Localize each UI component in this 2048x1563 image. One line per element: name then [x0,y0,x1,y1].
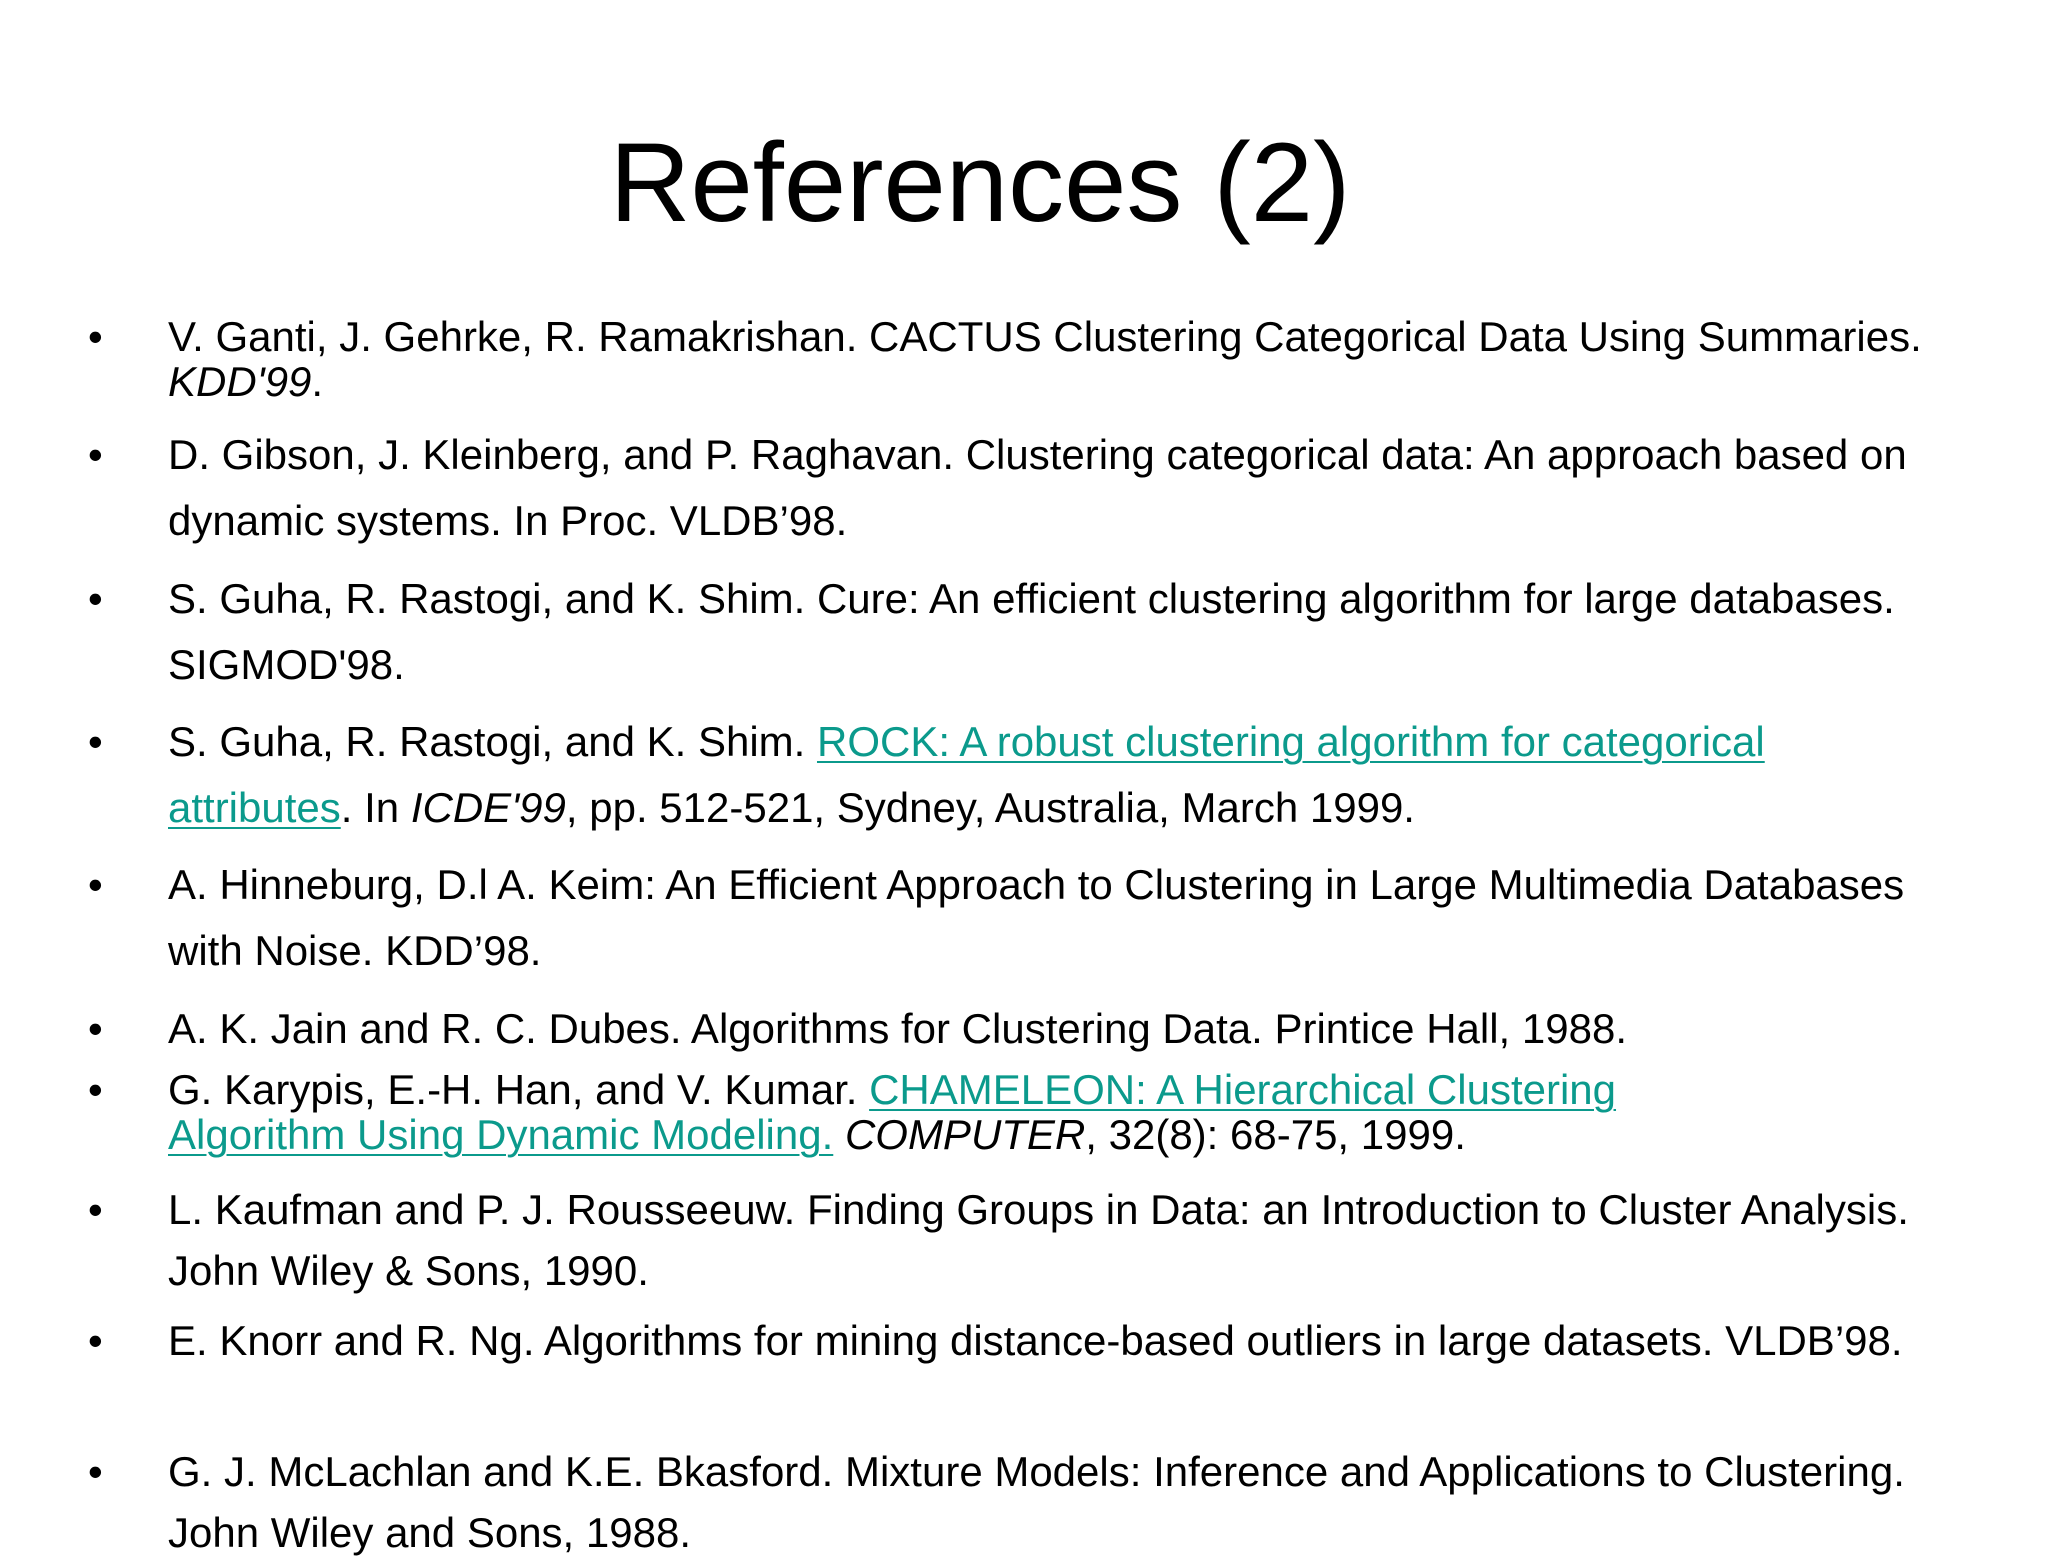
bullet: • [88,1005,103,1052]
bullet: • [88,1448,103,1495]
reference-text: D. Gibson, J. Kleinberg, and P. Raghavan. Clustering categorical data: An approach based on dynamic systems. In Proc. VLDB’98. [168,431,1907,544]
chameleon-paper-link[interactable]: CHAMELEON: A Hierarchical Clustering Algorithm Using Dynamic Modeling. [168,1066,1617,1158]
reference-text: A. K. Jain and R. C. Dubes. Algorithms for Clustering Data. Printice Hall, 1988. [168,1005,1627,1052]
bullet: • [88,431,103,478]
bullet: • [88,718,103,765]
reference-text: A. Hinneburg, D.l A. Keim: An Efficient Approach to Clustering in Large Multimedia Databases with Noise. KDD’98. [168,861,1905,974]
rock-paper-link[interactable]: ROCK: A robust clustering algorithm for categorical attributes [168,718,1765,831]
venue: COMPUTER [844,1111,1086,1158]
reference-text: L. Kaufman and P. J. Rousseeuw. Finding Groups in Data: an Introduction to Cluster Analysis. John Wiley & Sons, 1990. [168,1186,1909,1294]
reference-text: V. Ganti, J. Gehrke, R. Ramakrishan. CACTUS Clustering Categorical Data Using Summaries. KDD'99. [168,313,1922,405]
slide-title: References (2) [609,120,1351,245]
bullet: • [88,1066,103,1113]
bullet: • [88,1186,103,1233]
reference-text: G. Karypis, E.-H. Han, and V. Kumar. CHAMELEON: A Hierarchical Clustering Algorithm Using Dynamic Modeling. COMPUTER, 32(8): 68-75, 1999. [168,1066,1617,1158]
venue: ICDE'99 [410,784,566,831]
bullet: • [88,1317,103,1364]
bullet: • [88,313,103,360]
reference-text: E. Knorr and R. Ng. Algorithms for mining distance-based outliers in large datasets. VLDB’98. [168,1317,1903,1364]
bullet: • [88,575,103,622]
reference-text: S. Guha, R. Rastogi, and K. Shim. Cure: An efficient clustering algorithm for large databases. SIGMOD'98. [168,575,1895,688]
reference-text: S. Guha, R. Rastogi, and K. Shim. ROCK: A robust clustering algorithm for categorical attributes. In ICDE'99, pp. 512-521, Sydney, Australia, March 1999. [168,718,1765,831]
bullet: • [88,861,103,908]
venue: KDD'99 [168,358,312,405]
reference-text: G. J. McLachlan and K.E. Bkasford. Mixture Models: Inference and Applications to Clustering. John Wiley and Sons, 1988. [168,1448,1905,1556]
